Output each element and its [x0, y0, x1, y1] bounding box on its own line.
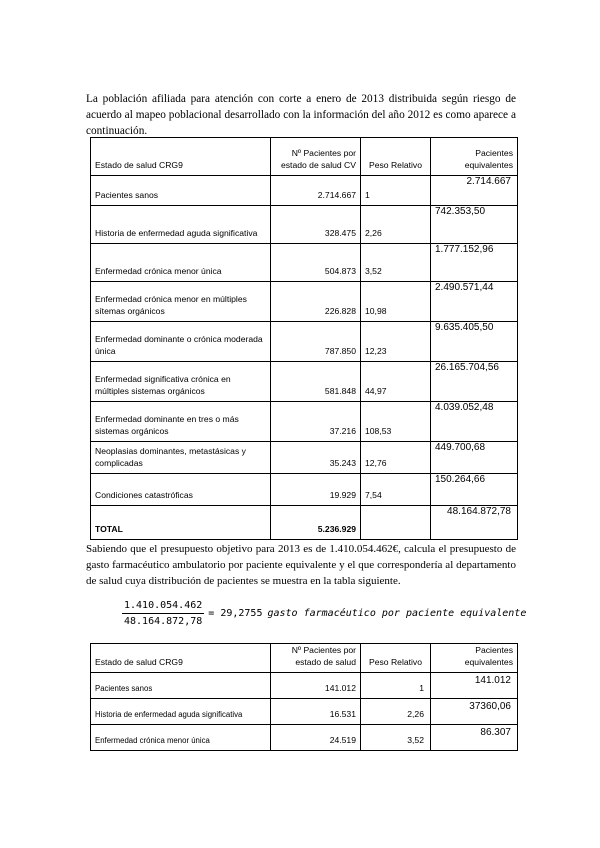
- row-patients: 581.848: [271, 362, 361, 402]
- row-relative: 12,23: [361, 322, 431, 362]
- row-name: Neoplasias dominantes, metastásicas y complicadas: [91, 442, 271, 474]
- row-equivalent: 86.307: [431, 725, 518, 751]
- row-equivalent: 9.635.405,50: [431, 322, 518, 362]
- row-patients: 2.714.667: [271, 176, 361, 206]
- table-row: [91, 206, 518, 244]
- table-row: [91, 699, 518, 725]
- table-row: [91, 673, 518, 699]
- table-row: [91, 322, 518, 362]
- formula-fraction: [122, 600, 204, 627]
- row-equivalent: 150.264,66: [431, 474, 518, 506]
- intro-paragraph: La población afiliada para atención con corte a enero de 2013 distribuida según riesgo de acuerdo al mapeo poblacional desarrollado con la información del año 2012 es como aparece a continuación.: [86, 93, 516, 138]
- row-relative: 7,54: [361, 474, 431, 506]
- row-patients: 35.243: [271, 442, 361, 474]
- row-name: Condiciones catastróficas: [91, 474, 271, 506]
- table-row: [91, 725, 518, 751]
- table-total-row: [91, 506, 518, 540]
- header-num-pacientes: Nº Pacientes por estado de salud: [271, 644, 361, 673]
- question-paragraph: Sabiendo que el presupuesto objetivo para 2013 es de 1.410.054.462€, calcula el presupuesto de gasto farmacéutico ambulatorio por paciente equivalente y el que correspondería al departamento de salud cuya distribución de pacientes se muestra en la tabla siguiente.: [86, 543, 516, 587]
- table-row: [91, 442, 518, 474]
- row-name: Enfermedad significativa crónica en múltiples sistemas orgánicos: [91, 362, 271, 402]
- table-header-row: [91, 644, 518, 673]
- row-patients: 19.929: [271, 474, 361, 506]
- risk-distribution-table: [90, 137, 518, 540]
- row-patients: 141.012: [271, 673, 361, 699]
- header-peso-relativo: Peso Relativo: [361, 644, 431, 673]
- department-table: [90, 643, 518, 751]
- total-relative: [361, 506, 431, 540]
- formula-result: = 29,2755: [208, 608, 263, 619]
- row-name: Enfermedad dominante o crónica moderada única: [91, 322, 271, 362]
- row-equivalent: 4.039.052,48: [431, 402, 518, 442]
- row-equivalent: 141.012: [431, 673, 518, 699]
- row-relative: 1: [361, 673, 431, 699]
- row-patients: 504.873: [271, 244, 361, 282]
- formula-description: gasto farmacéutico por paciente equivalente: [267, 608, 527, 619]
- budget-formula: [122, 600, 526, 627]
- table-row: [91, 402, 518, 442]
- row-patients: 16.531: [271, 699, 361, 725]
- row-relative: 3,52: [361, 725, 431, 751]
- row-name: Pacientes sanos: [91, 673, 271, 699]
- row-equivalent: 2.490.571,44: [431, 282, 518, 322]
- row-equivalent: 1.777.152,96: [431, 244, 518, 282]
- row-relative: 44,97: [361, 362, 431, 402]
- formula-denominator: 48.164.872,78: [124, 616, 203, 627]
- header-peso-relativo: Peso Relativo: [361, 138, 431, 176]
- row-name: Enfermedad dominante en tres o más sistemas orgánicos: [91, 402, 271, 442]
- table-row: [91, 282, 518, 322]
- table-header-row: [91, 138, 518, 176]
- header-num-pacientes: Nº Pacientes por estado de salud CV: [271, 138, 361, 176]
- row-patients: 226.828: [271, 282, 361, 322]
- total-equivalent: 48.164.872,78: [431, 506, 518, 540]
- row-name: Historia de enfermedad aguda significativa: [91, 206, 271, 244]
- row-relative: 2,26: [361, 206, 431, 244]
- row-name: Pacientes sanos: [91, 176, 271, 206]
- row-patients: 787.850: [271, 322, 361, 362]
- row-relative: 2,26: [361, 699, 431, 725]
- row-equivalent: 37360,06: [431, 699, 518, 725]
- row-name: Historia de enfermedad aguda significativa: [91, 699, 271, 725]
- row-patients: 37.216: [271, 402, 361, 442]
- header-pacientes-equivalentes: Pacientes equivalentes: [431, 644, 518, 673]
- header-estado-salud: Estado de salud CRG9: [91, 644, 271, 673]
- header-pacientes-equivalentes: Pacientes equivalentes: [431, 138, 518, 176]
- row-relative: 1: [361, 176, 431, 206]
- row-equivalent: 449.700,68: [431, 442, 518, 474]
- header-estado-salud: Estado de salud CRG9: [91, 138, 271, 176]
- formula-numerator: 1.410.054.462: [122, 600, 204, 614]
- table-row: [91, 362, 518, 402]
- row-relative: 3,52: [361, 244, 431, 282]
- row-relative: 108,53: [361, 402, 431, 442]
- row-name: Enfermedad crónica menor en múltiples sítemas orgánicos: [91, 282, 271, 322]
- row-equivalent: 742.353,50: [431, 206, 518, 244]
- row-patients: 328.475: [271, 206, 361, 244]
- table-row: [91, 176, 518, 206]
- row-equivalent: 2.714.667: [431, 176, 518, 206]
- row-name: Enfermedad crónica menor única: [91, 244, 271, 282]
- row-relative: 12,76: [361, 442, 431, 474]
- total-patients: 5.236.929: [271, 506, 361, 540]
- row-equivalent: 26.165.704,56: [431, 362, 518, 402]
- row-name: Enfermedad crónica menor única: [91, 725, 271, 751]
- table-row: [91, 244, 518, 282]
- row-relative: 10,98: [361, 282, 431, 322]
- row-patients: 24.519: [271, 725, 361, 751]
- table-row: [91, 474, 518, 506]
- total-label: TOTAL: [91, 506, 271, 540]
